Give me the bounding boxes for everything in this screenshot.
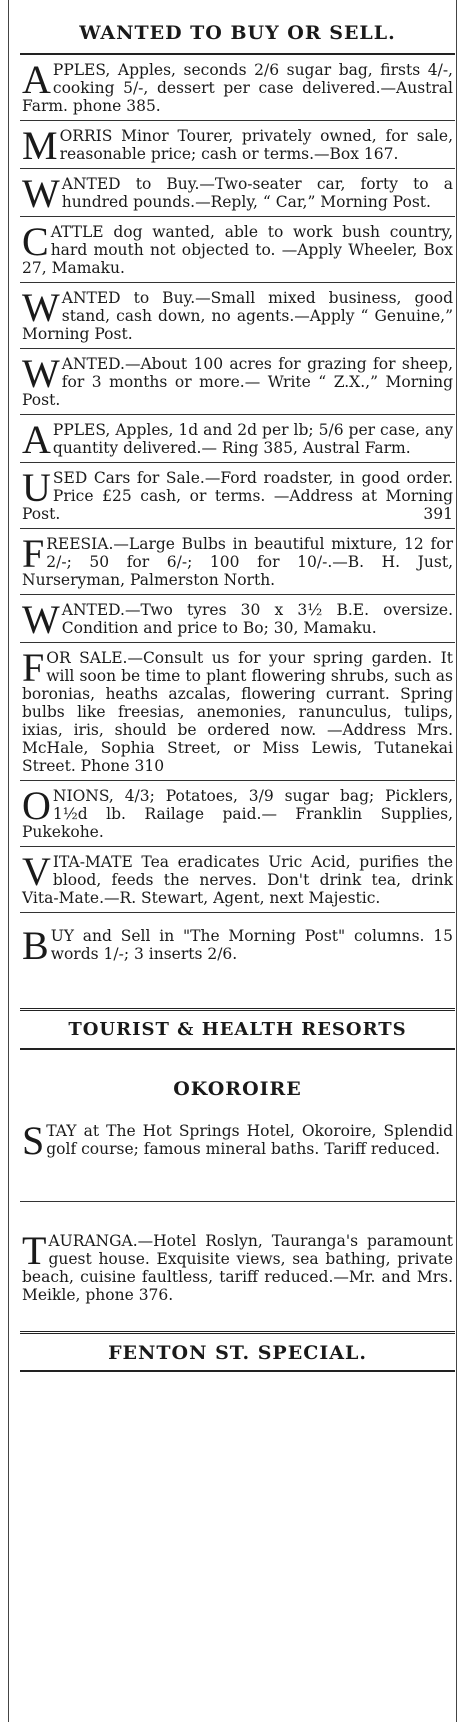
tourist-section-title: TOURIST & HEALTH RESORTS xyxy=(68,1019,407,1040)
ad-text: OR SALE.—Consult us for your spring garden. It will soon be time to plant flowering shrubs, such as boronias, heaths azcalas, flowering currant. Spring bulbs like freesias, anemonies, ranunculus, tulips, ixias, iris, should be ordered now. —Address Mrs. McHale, Sophia Street, or Miss Lewis, Tutanekai Street. Phone 310 xyxy=(22,649,453,775)
resort-ad xyxy=(20,1116,455,1163)
classified-ad xyxy=(20,847,455,912)
classified-ad xyxy=(20,643,455,780)
drop-initial: W xyxy=(22,597,60,642)
drop-initial: S xyxy=(22,1118,45,1163)
ad-text: TAY at The Hot Springs Hotel, Okoroire, Splendid golf course; famous mineral baths. Tariff reduced. xyxy=(46,1122,453,1158)
ad-text: ANTED.—About 100 acres for grazing for sheep, for 3 months or more.— Write “ Z.X.,” Morning Post. xyxy=(22,355,453,409)
ad-text: ATTLE dog wanted, able to work bush country, hard mouth not objected to. —Apply Wheeler, Box 27, Mamaku. xyxy=(22,223,453,277)
ad-text: ANTED to Buy.—Two-seater car, forty to a hundred pounds.—Reply, “ Car,” Morning Post. xyxy=(61,175,453,211)
classified-ad xyxy=(20,283,455,348)
classifieds-column xyxy=(20,0,455,1372)
drop-initial: U xyxy=(22,465,51,510)
drop-initial: W xyxy=(22,171,60,216)
drop-initial: T xyxy=(22,1228,47,1273)
ad-text: NIONS, 4/3; Potatoes, 3/9 sugar bag; Picklers, 1½d lb. Railage paid.— Franklin Supplies, Pukekohe. xyxy=(22,787,453,841)
classified-ad xyxy=(20,921,455,968)
drop-initial: M xyxy=(22,123,58,168)
ad-text: SED Cars for Sale.—Ford roadster, in good order. Price £25 cash, or terms. —Address at Morning Post. xyxy=(22,469,453,523)
left-column-rule xyxy=(8,0,9,1722)
ad-text: AURANGA.—Hotel Roslyn, Tauranga's paramount guest house. Exquisite views, sea bathing, private beach, cuisine faultless, tariff reduced.—Mr. and Mrs. Meikle, phone 376. xyxy=(22,1232,453,1304)
classified-ad xyxy=(20,169,455,216)
ad-text: PPLES, Apples, seconds 2/6 sugar bag, firsts 4/-, cooking 5/-, dessert per case delivered.—Austral Farm. phone 385. xyxy=(22,61,453,115)
drop-initial: F xyxy=(22,645,45,690)
drop-initial: V xyxy=(22,849,51,894)
drop-initial: B xyxy=(22,923,49,968)
classified-ad xyxy=(20,217,455,282)
ad-number: 391 xyxy=(423,505,453,523)
right-column-rule xyxy=(456,0,457,1722)
drop-initial: F xyxy=(22,531,45,576)
section-gap xyxy=(20,1309,455,1331)
drop-initial: A xyxy=(22,57,51,102)
ad-text: ANTED.—Two tyres 30 x 3½ B.E. oversize. Condition and price to Bo; 30, Mamaku. xyxy=(61,601,453,637)
resort-ad xyxy=(20,1226,455,1309)
ad-text: REESIA.—Large Bulbs in beautiful mixture, 12 for 2/-; 50 for 6/-; 100 for 10/-.—B. H. Just, Nurseryman, Palmerston North. xyxy=(22,535,453,589)
classified-ad xyxy=(20,121,455,168)
classified-ad xyxy=(20,781,455,846)
drop-initial: W xyxy=(22,285,60,330)
resort-gap xyxy=(20,1202,455,1226)
classified-ad xyxy=(20,349,455,414)
okoroire-title: OKOROIRE xyxy=(173,1078,302,1100)
ad-text: ANTED to Buy.—Small mixed business, good stand, cash down, no agents.—Apply “ Genuine,” Morning Post. xyxy=(22,289,453,343)
drop-initial: A xyxy=(22,417,51,462)
resort-gap xyxy=(20,1163,455,1201)
ads-list xyxy=(20,55,455,968)
ad-text: PPLES, Apples, 1d and 2d per lb; 5/6 per case, any quantity delivered.— Ring 385, Austral Farm. xyxy=(52,421,453,457)
fenton-section-title: FENTON ST. SPECIAL. xyxy=(108,1342,367,1364)
drop-initial: C xyxy=(22,219,49,264)
classified-ad xyxy=(20,463,455,528)
drop-initial: O xyxy=(22,783,51,828)
section-gap xyxy=(20,968,455,1008)
ad-divider xyxy=(20,912,455,913)
ad-text: UY and Sell in "The Morning Post" columns. 15 words 1/-; 3 inserts 2/6. xyxy=(50,927,453,963)
ad-text: ORRIS Minor Tourer, privately owned, for sale, reasonable price; cash or terms.—Box 167. xyxy=(59,127,453,163)
fenton-title-rule xyxy=(20,1370,455,1372)
ad-text: ITA-MATE Tea eradicates Uric Acid, purifies the blood, feeds the nerves. Don't drink tea, drink Vita-Mate.—R. Stewart, Agent, next Majestic. xyxy=(22,853,453,907)
drop-initial: W xyxy=(22,351,60,396)
section-title: WANTED TO BUY OR SELL. xyxy=(79,22,396,44)
classified-ad xyxy=(20,595,455,642)
classified-ad xyxy=(20,55,455,120)
classified-ad xyxy=(20,529,455,594)
classified-ad xyxy=(20,415,455,462)
